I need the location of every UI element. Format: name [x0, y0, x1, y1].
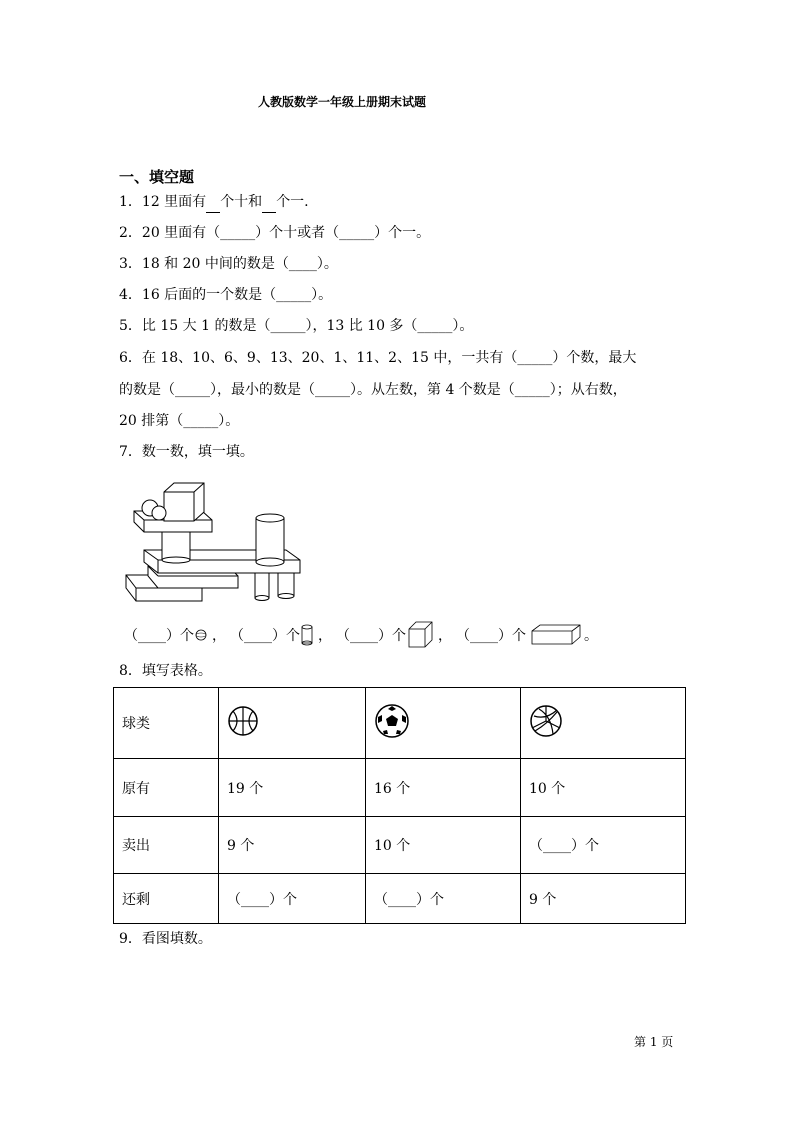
question-9 [119, 929, 212, 949]
separator-1: ， [212, 628, 226, 644]
table-cell: 9 个 [521, 874, 686, 924]
table-cell-blank[interactable]: （____）个 [521, 817, 686, 874]
sphere-icon [194, 628, 208, 642]
table-cell: 19 个 [219, 759, 366, 817]
soccer-ball-icon [374, 703, 410, 739]
separator-2: ， [318, 628, 332, 644]
section-heading: 一、填空题 [119, 168, 195, 186]
ball-table [113, 687, 686, 924]
question-3 [119, 254, 338, 274]
table-cell-blank[interactable]: （____）个 [219, 874, 366, 924]
cube-count-blank[interactable]: （____） [336, 628, 392, 644]
q1-text-c: 个一. [276, 194, 309, 210]
question-4 [119, 285, 332, 305]
q1-blank-tens[interactable] [206, 192, 220, 213]
question-6-line-1 [119, 348, 636, 368]
question-8 [119, 661, 212, 681]
q3-text: 18 和 20 中间的数是（____）。 [141, 256, 338, 272]
table-row-header [114, 688, 686, 759]
q4-text: 16 后面的一个数是（_____）。 [141, 287, 333, 303]
question-6-line-2: 的数是（_____），最小的数是（_____）。从左数，第 4 个数是（_____）；从右数， [119, 382, 627, 398]
cuboid-icon [530, 623, 582, 647]
question-6-line-3: 20 排第（_____）。 [119, 413, 240, 429]
cuboid-count-blank[interactable]: （____） [456, 628, 512, 644]
cylinder-count-blank[interactable]: （____） [230, 628, 286, 644]
q6-number: 6． [119, 350, 142, 366]
shape-count-row [124, 620, 598, 650]
question-7 [119, 442, 254, 462]
q6-line-1: 在 18、10、6、9、13、20、1、11、2、15 中，一共有（_____）个数，最大 [141, 350, 637, 366]
row-label: 原有 [114, 759, 219, 817]
table-header-label: 球类 [114, 688, 219, 759]
page-title: 人教版数学一年级上册期末试题 [257, 95, 426, 109]
row-label: 还剩 [114, 874, 219, 924]
row-label: 卖出 [114, 817, 219, 874]
table-header-cell [366, 688, 521, 759]
q1-blank-ones[interactable] [262, 192, 276, 213]
stacked-shapes-figure [118, 480, 308, 605]
sphere-count-blank[interactable]: （____） [124, 628, 180, 644]
q7-text: 数一数，填一填。 [141, 444, 254, 460]
table-row [114, 817, 686, 874]
cylinder-count-unit: 个 [286, 628, 300, 644]
q5-text: 比 15 大 1 的数是（_____），13 比 10 多（_____）。 [141, 318, 474, 334]
basketball-icon [227, 705, 259, 737]
q1-text-b: 个十和 [220, 194, 263, 210]
sphere-shape-2 [152, 506, 166, 520]
separator-3: ， [438, 628, 452, 644]
q2-number: 2． [119, 225, 142, 241]
table-header-cell [521, 688, 686, 759]
question-1 [119, 192, 309, 213]
table-cell: 16 个 [366, 759, 521, 817]
q1-text-a: 12 里面有 [141, 194, 207, 210]
q1-number: 1． [119, 194, 142, 210]
question-5 [119, 316, 473, 336]
table-row [114, 874, 686, 924]
page-number-footer: 第 1 页 [634, 1035, 674, 1049]
table-cell-blank[interactable]: （____）个 [366, 874, 521, 924]
table-cell: 9 个 [219, 817, 366, 874]
cube-count-unit: 个 [392, 628, 406, 644]
q8-number: 8． [119, 663, 142, 679]
q9-text: 看图填数。 [141, 931, 212, 947]
q9-number: 9． [119, 931, 142, 947]
q5-number: 5． [119, 318, 142, 334]
cylinder-icon [300, 624, 314, 646]
q2-text: 20 里面有（_____）个十或者（_____）个一。 [141, 225, 431, 241]
question-2 [119, 223, 430, 243]
volleyball-icon [529, 704, 563, 738]
q3-number: 3． [119, 256, 142, 272]
table-cell: 10 个 [521, 759, 686, 817]
q7-end-punct: 。 [584, 628, 598, 644]
sphere-count-unit: 个 [180, 628, 194, 644]
cuboid-count-unit: 个 [512, 628, 526, 644]
q8-text: 填写表格。 [141, 663, 212, 679]
cube-icon [406, 620, 434, 650]
table-cell: 10 个 [366, 817, 521, 874]
q4-number: 4． [119, 287, 142, 303]
table-row [114, 759, 686, 817]
table-header-cell [219, 688, 366, 759]
q7-number: 7． [119, 444, 142, 460]
